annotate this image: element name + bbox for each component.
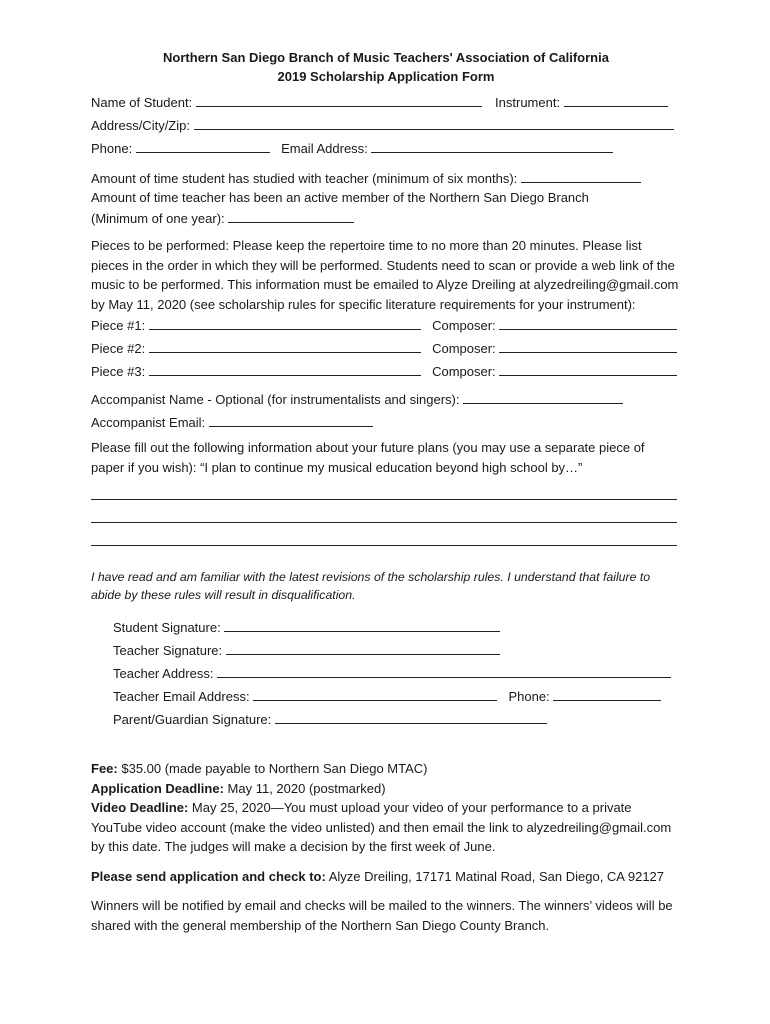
form-title xyxy=(91,48,681,86)
pieces-instructions: Pieces to be performed: Please keep the repertoire time to no more than 20 minutes. Please list pieces in the order in which they will be performed. Students need to scan or provide a web link of the music to be performed. This information must be emailed to Alyze Dreiling at alyzedreiling@gmail.com by May 11, 2020 (see scholarship rules for specific literature requirements for your instrument): xyxy=(91,238,679,312)
student-signature-label: Student Signature: xyxy=(113,620,221,635)
title-line-1: Northern San Diego Branch of Music Teachers' Association of California xyxy=(163,50,609,65)
future-plans-line-3[interactable] xyxy=(91,523,677,546)
teacher-email-row xyxy=(91,685,681,708)
accompanist-email-field[interactable] xyxy=(209,412,373,427)
piece-1-field[interactable] xyxy=(149,315,421,330)
time-with-teacher-row xyxy=(91,168,681,188)
phone-email-row xyxy=(91,137,681,160)
video-deadline-label: Video Deadline: xyxy=(91,800,189,815)
time-with-teacher-label: Amount of time student has studied with teacher (minimum of six months): xyxy=(91,171,518,186)
video-deadline-text: May 25, 2020—You must upload your video of your performance to a private YouTube video account (make the video unlisted) and then email the link to alyzedreiling@gmail.com by this date. The judges will make a decision by the first week of June. xyxy=(91,800,672,854)
student-name-label: Name of Student: xyxy=(91,95,193,110)
teacher-member-label-2: (Minimum of one year): xyxy=(91,211,225,226)
teacher-email-field[interactable] xyxy=(253,686,497,701)
email-field[interactable] xyxy=(371,138,613,153)
accompanist-email-row xyxy=(91,411,681,434)
send-to-text: Alyze Dreiling, 17171 Matinal Road, San Diego, CA 92127 xyxy=(328,868,665,884)
piece-1-label: Piece #1: xyxy=(91,318,146,333)
fee-line xyxy=(91,759,681,779)
accompanist-email-label: Accompanist Email: xyxy=(91,415,206,430)
application-deadline-label: Application Deadline: xyxy=(91,780,224,796)
video-deadline-line xyxy=(91,798,681,857)
teacher-signature-row xyxy=(91,639,681,662)
fee-text: $35.00 (made payable to Northern San Diego MTAC) xyxy=(121,761,428,776)
teacher-signature-field[interactable] xyxy=(226,640,500,655)
composer-3-label: Composer: xyxy=(432,364,496,379)
composer-1-label: Composer: xyxy=(432,318,496,333)
parent-signature-field[interactable] xyxy=(275,709,547,724)
student-name-row xyxy=(91,91,681,114)
address-label: Address/City/Zip: xyxy=(91,118,190,133)
send-to-line xyxy=(91,867,681,887)
piece-2-label: Piece #2: xyxy=(91,341,146,356)
piece-1-row xyxy=(91,314,681,337)
piece-2-row xyxy=(91,337,681,360)
future-plans-prompt: Please fill out the following information about your future plans (you may use a separate piece of paper if you wish): “I plan to continue my musical education beyond high school by…” xyxy=(91,440,645,475)
application-deadline-text: May 11, 2020 (postmarked) xyxy=(227,780,386,796)
instrument-field[interactable] xyxy=(564,92,668,107)
accompanist-name-row xyxy=(91,388,681,411)
piece-3-field[interactable] xyxy=(149,361,421,376)
future-plans-line-1[interactable] xyxy=(91,477,677,500)
student-name-field[interactable] xyxy=(196,92,482,107)
teacher-address-field[interactable] xyxy=(217,663,671,678)
piece-3-row xyxy=(91,360,681,383)
piece-2-field[interactable] xyxy=(149,338,421,353)
parent-signature-label: Parent/Guardian Signature: xyxy=(113,712,272,727)
teacher-phone-field[interactable] xyxy=(553,686,661,701)
send-to-label: Please send application and check to: xyxy=(91,868,326,884)
email-label: Email Address: xyxy=(281,141,368,156)
application-form xyxy=(91,48,681,935)
fee-label: Fee: xyxy=(91,761,118,776)
student-signature-row xyxy=(91,616,681,639)
address-row xyxy=(91,114,681,137)
teacher-address-label: Teacher Address: xyxy=(113,666,214,681)
teacher-email-label: Teacher Email Address: xyxy=(113,689,250,704)
application-deadline-line xyxy=(91,779,681,799)
address-field[interactable] xyxy=(194,115,674,130)
composer-3-field[interactable] xyxy=(499,361,677,376)
certification-statement: I have read and am familiar with the latest revisions of the scholarship rules. I understand that failure to abide by these rules will result in disqualification. xyxy=(91,570,651,602)
teacher-signature-label: Teacher Signature: xyxy=(113,643,223,658)
parent-signature-row xyxy=(91,708,681,731)
student-signature-field[interactable] xyxy=(224,617,500,632)
accompanist-name-field[interactable] xyxy=(463,389,623,404)
composer-1-field[interactable] xyxy=(499,315,677,330)
instrument-label: Instrument: xyxy=(495,95,561,110)
teacher-member-label-1: Amount of time teacher has been an active member of the Northern San Diego Branch xyxy=(91,190,589,205)
teacher-address-row xyxy=(91,662,681,685)
title-line-2: 2019 Scholarship Application Form xyxy=(277,69,495,84)
composer-2-label: Composer: xyxy=(432,341,496,356)
accompanist-name-label: Accompanist Name - Optional (for instrumentalists and singers): xyxy=(91,392,460,407)
future-plans-line-2[interactable] xyxy=(91,500,677,523)
teacher-member-row-2 xyxy=(91,208,681,228)
phone-field[interactable] xyxy=(136,138,270,153)
winners-notice: Winners will be notified by email and checks will be mailed to the winners. The winners’ videos will be shared with the general membership of the Northern San Diego County Branch. xyxy=(91,898,673,933)
time-with-teacher-field[interactable] xyxy=(521,168,641,183)
teacher-member-field[interactable] xyxy=(228,208,354,223)
teacher-phone-label: Phone: xyxy=(508,689,550,704)
phone-label: Phone: xyxy=(91,141,133,156)
piece-3-label: Piece #3: xyxy=(91,364,146,379)
composer-2-field[interactable] xyxy=(499,338,677,353)
teacher-member-row-1 xyxy=(91,188,681,208)
